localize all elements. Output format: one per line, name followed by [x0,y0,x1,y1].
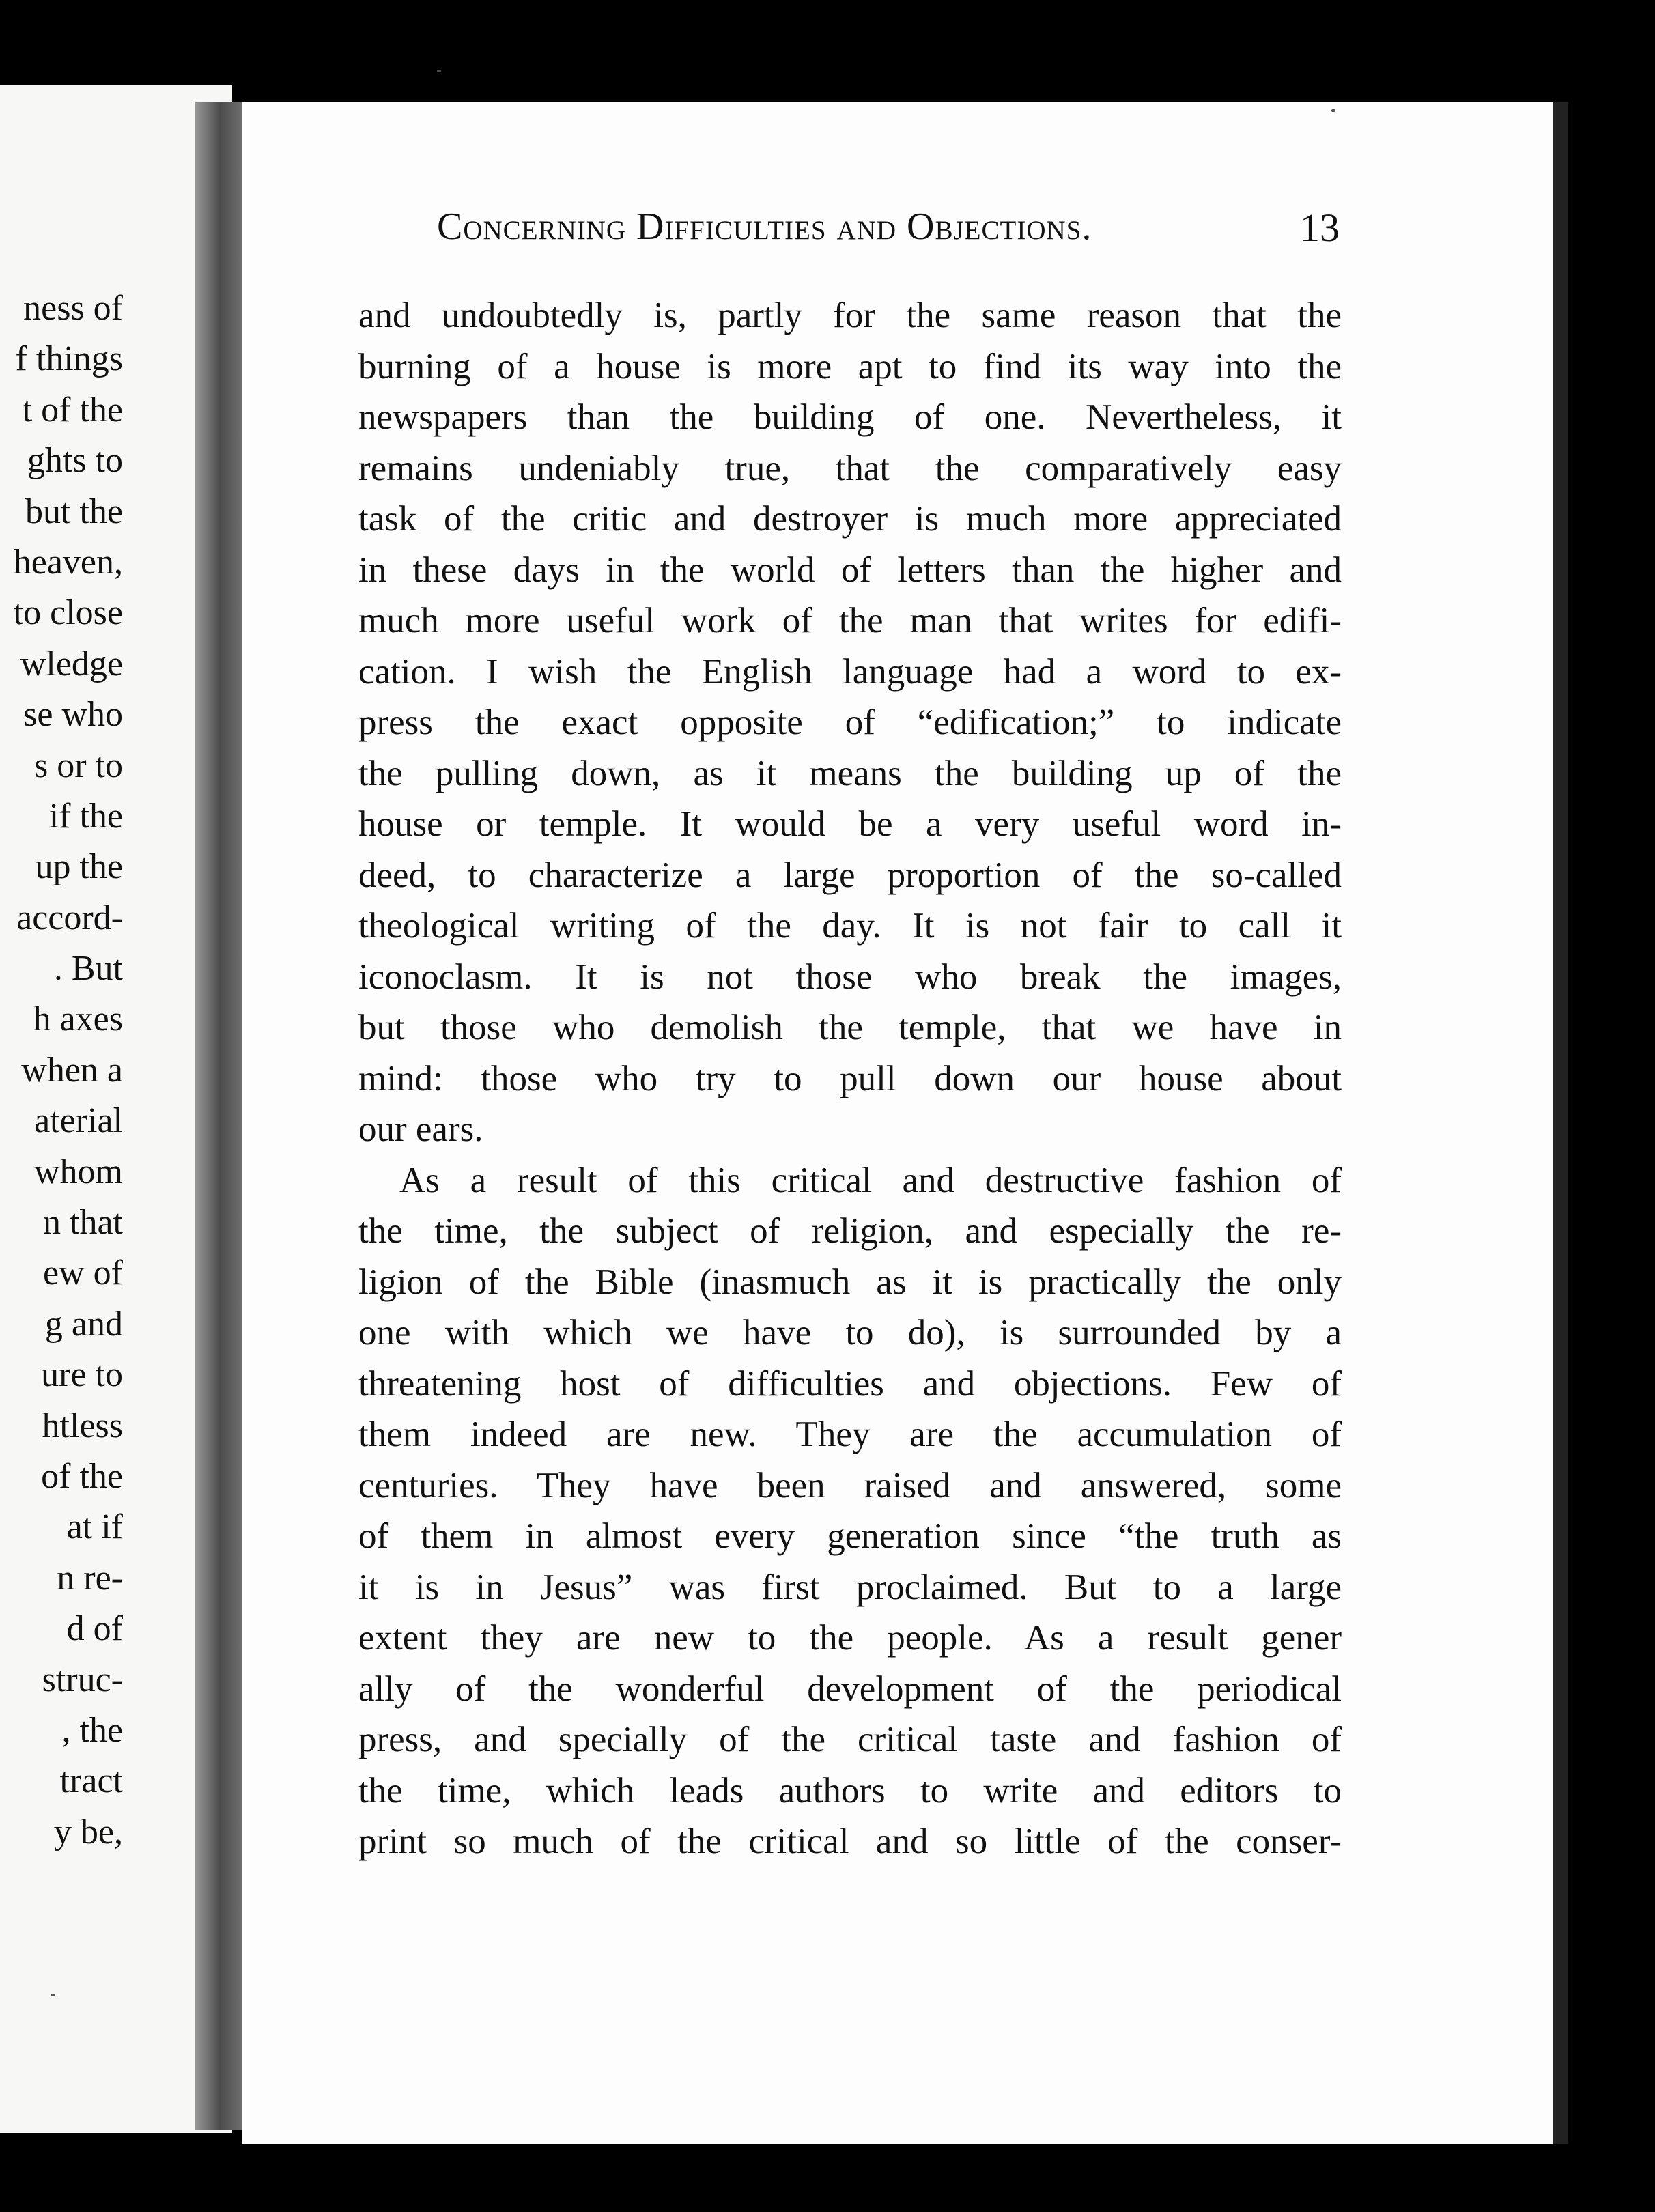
facing-page-line: ness of [23,289,123,328]
text-line: them indeed are new. They are the accumulation of [358,1415,1342,1454]
facing-page-line: htless [42,1406,123,1445]
facing-page-text-fragments [0,283,225,1858]
facing-page-line: h axes [33,999,123,1039]
facing-page-line: to close [13,593,123,633]
facing-page-line: struc- [42,1660,123,1699]
text-line: burning of a house is more apt to find its way into the [358,346,1342,386]
facing-page-line: of the [41,1456,123,1496]
text-line: press the exact opposite of “edification;” to indicate [358,703,1342,742]
page-body-text [358,290,1342,1867]
text-line: our ears. [358,1109,483,1149]
facing-page-line: wledge [20,644,123,683]
facing-page-line: , the [61,1710,123,1750]
facing-page-line: t of the [22,390,123,429]
text-line: in these days in the world of letters than the higher and [358,550,1342,590]
text-line: much more useful work of the man that writes for edifi- [358,601,1342,640]
facing-page-line: ure to [41,1355,123,1395]
text-line: remains undeniably true, that the comparatively easy [358,448,1342,488]
text-line: the time, the subject of religion, and especially the re- [358,1211,1342,1251]
facing-page-line: n that [43,1203,123,1243]
facing-page-line: d of [66,1609,123,1649]
running-header-title: Concerning Difficulties and Objections. [437,205,1092,248]
text-line: cation. I wish the English language had a word to ex- [358,651,1342,692]
facing-page-line: at if [66,1507,123,1547]
facing-page-line: ew of [43,1253,123,1293]
running-header [437,205,1352,259]
text-line: mind: those who try to pull down our house about [358,1058,1342,1098]
text-line: iconoclasm. It is not those who break the images, [358,956,1342,997]
scan-speck [51,1994,55,1996]
text-line: extent they are new to the people. As a result gener [358,1618,1342,1658]
scan-speck [1331,109,1335,112]
facing-page-line: s or to [34,746,123,785]
text-line: the pulling down, as it means the building up of the [358,753,1342,793]
facing-page-line: if the [48,796,123,836]
text-line: deed, to characterize a large proportion of the so-called [358,855,1342,895]
text-line: threatening host of difficulties and objections. Few of [358,1363,1342,1404]
text-line: press, and specially of the critical taste and fashion of [358,1720,1342,1759]
text-line: of them in almost every generation since “the truth as [358,1516,1342,1556]
scan-speck [437,70,441,72]
text-line: but those who demolish the temple, that we have in [358,1008,1342,1047]
facing-page-line: aterial [34,1101,123,1141]
paragraph [358,290,1342,1155]
text-line: the time, which leads authors to write and editors to [358,1770,1342,1811]
facing-page-line: f things [15,339,123,379]
facing-page-line: y be, [53,1812,123,1852]
text-line: As a result of this critical and destructive fashion of [399,1160,1342,1200]
facing-page-line: up the [35,847,123,887]
text-line: house or temple. It would be a very useful word in- [358,804,1342,844]
facing-page-line: se who [23,695,123,735]
facing-page-line: n re- [57,1558,123,1598]
text-line: it is in Jesus” was first proclaimed. But to a large [358,1567,1342,1607]
text-line: ally of the wonderful development of the periodical [358,1669,1342,1709]
facing-page-line: but the [25,492,123,531]
facing-page-line: g and [44,1304,123,1344]
facing-page-line: heaven, [13,542,123,582]
paragraph [358,1155,1342,1867]
page-edge-shadow [1553,102,1568,2144]
text-line: newspapers than the building of one. Nevertheless, it [358,397,1342,437]
text-line: centuries. They have been raised and answered, some [358,1465,1342,1505]
text-line: print so much of the critical and so little of the conser- [358,1821,1342,1861]
facing-page-line: . But [53,949,123,989]
page-number: 13 [1300,205,1340,250]
facing-page-line: tract [59,1761,123,1801]
facing-page-line: ghts to [27,441,123,481]
facing-page-line: when a [21,1050,123,1090]
text-line: one with which we have to do), is surrounded by a [358,1313,1342,1352]
facing-page-line: whom [34,1152,123,1191]
text-line: theological writing of the day. It is not fair to call it [358,906,1342,946]
text-line: ligion of the Bible (inasmuch as it is practically the only [358,1262,1342,1302]
text-line: task of the critic and destroyer is much more appreciated [358,499,1342,539]
text-line: and undoubtedly is, partly for the same reason that the [358,296,1342,335]
facing-page-line: accord- [16,898,123,937]
